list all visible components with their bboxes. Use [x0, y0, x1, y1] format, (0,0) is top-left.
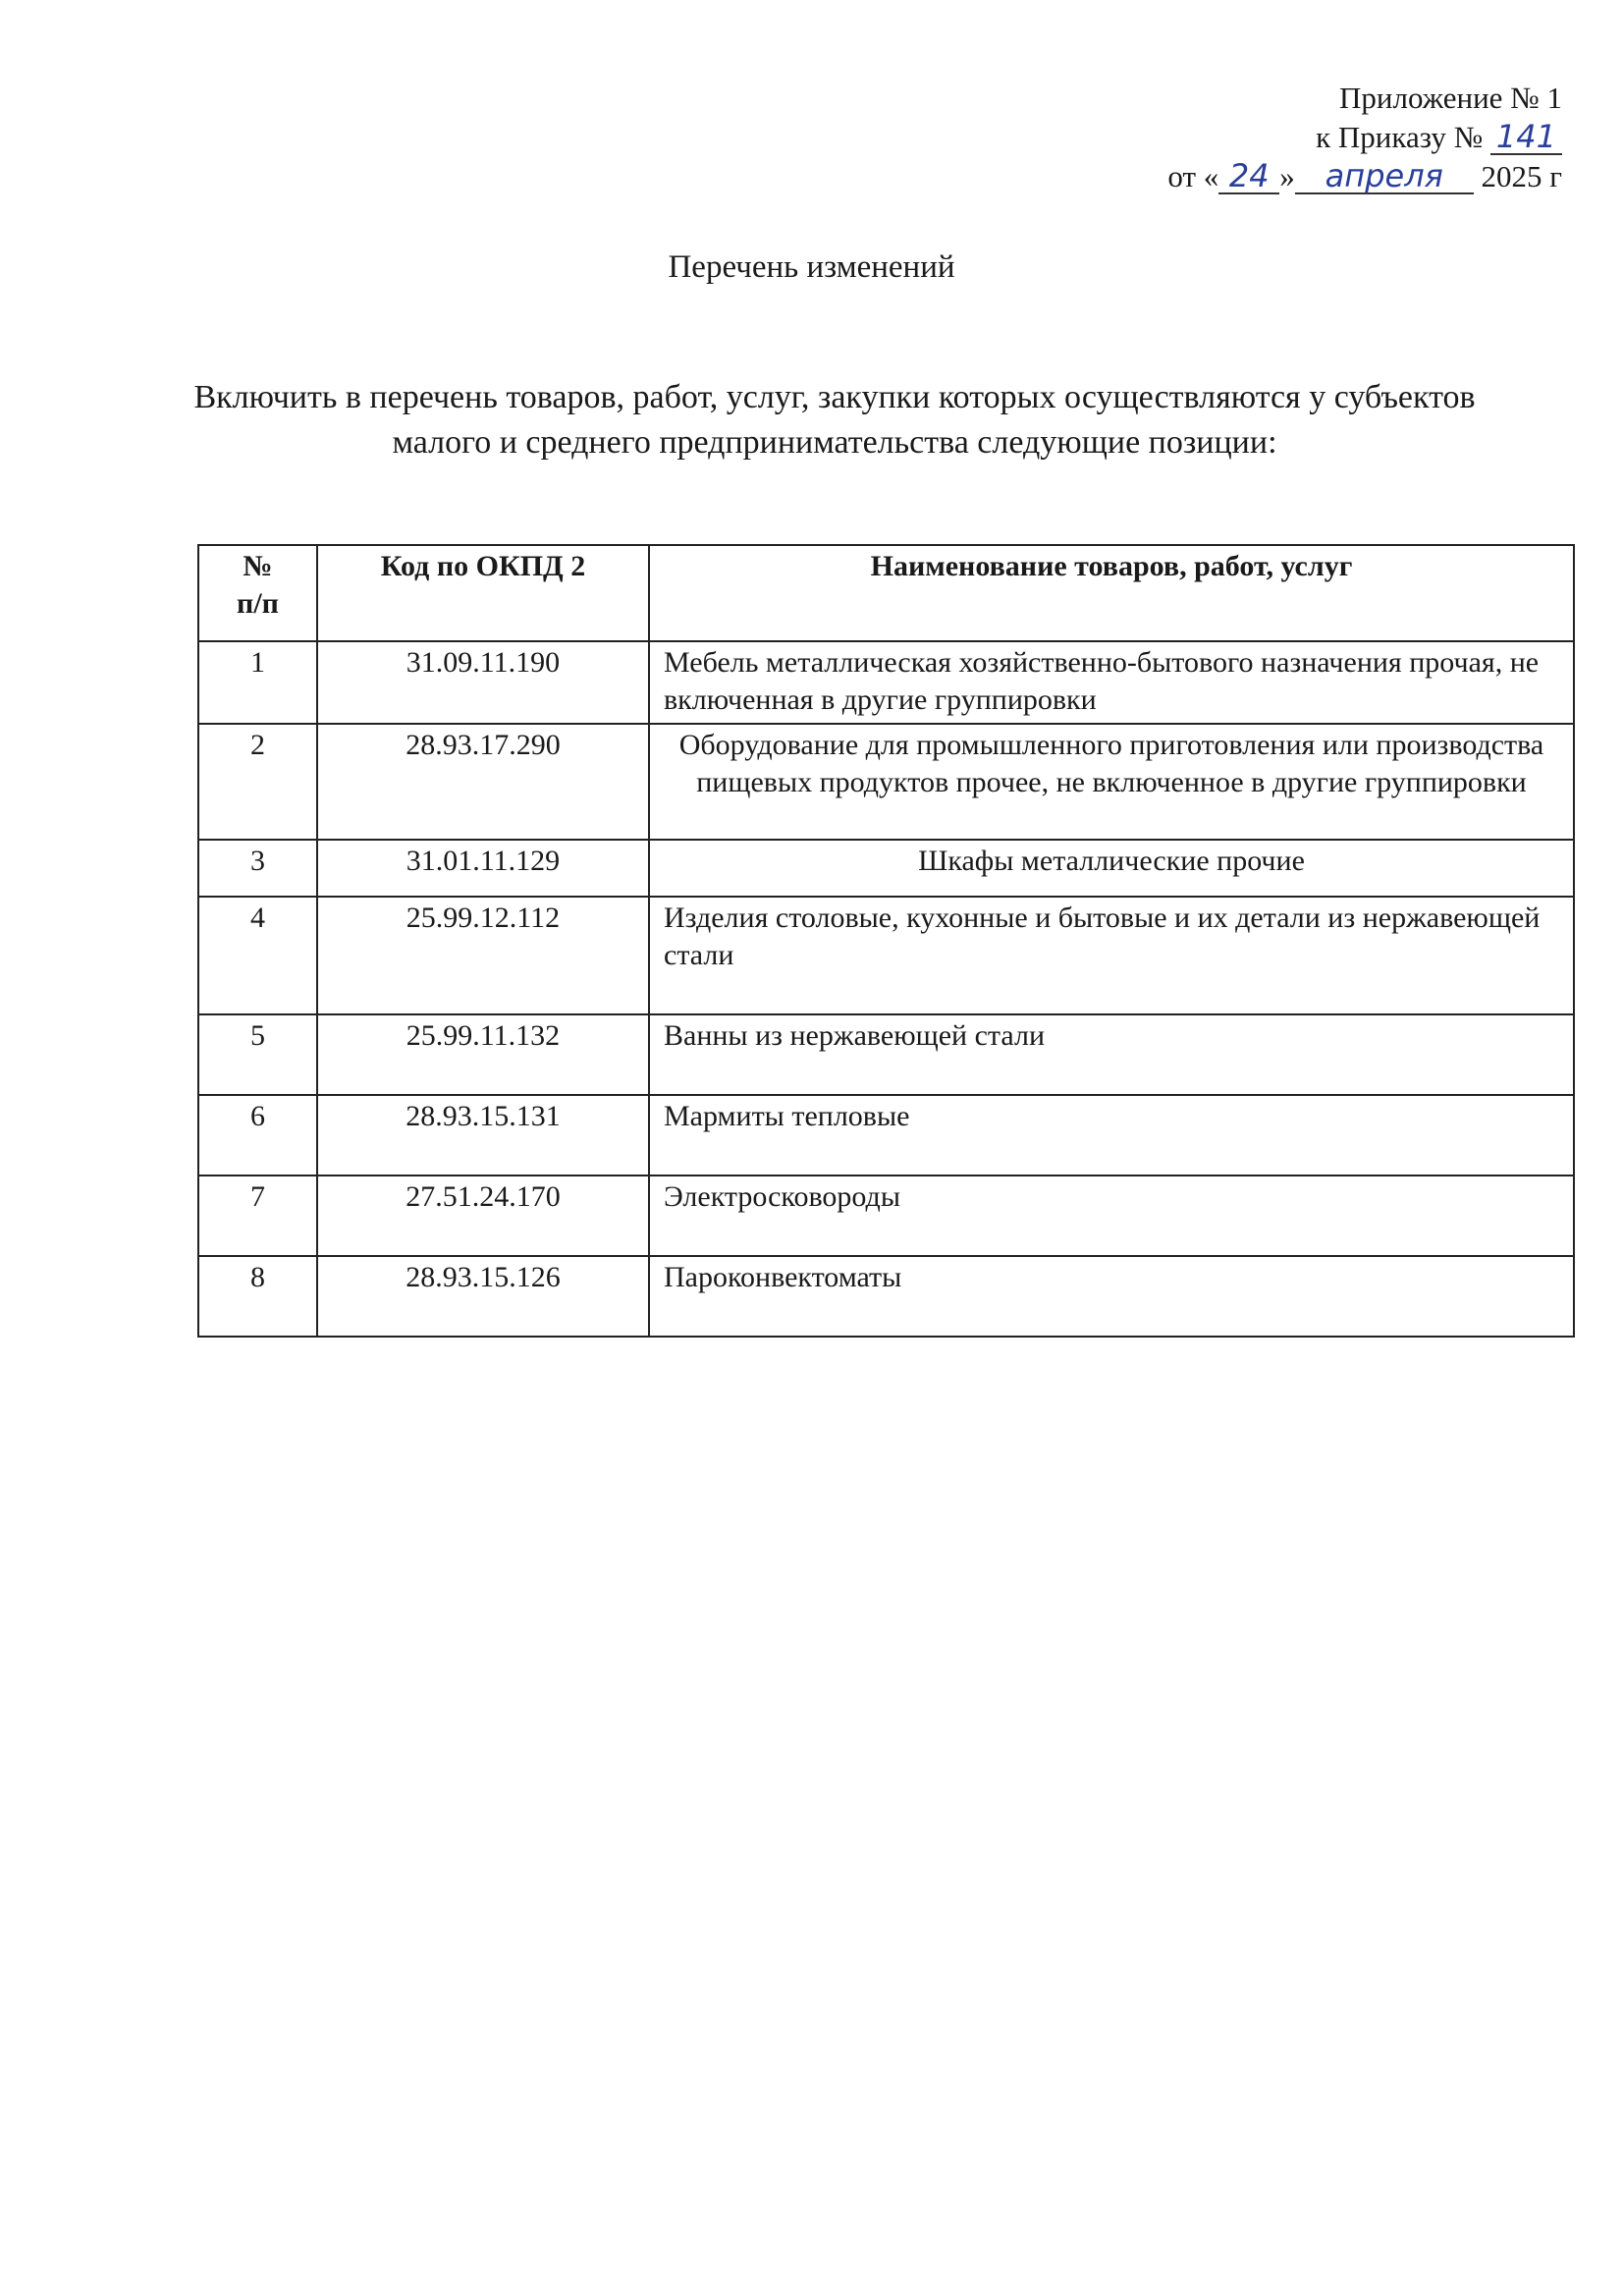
table-row: [198, 1175, 1574, 1256]
date-year: 2025 г: [1481, 159, 1562, 193]
order-prefix: к Приказу №: [1316, 120, 1484, 154]
table-row: [198, 1095, 1574, 1175]
order-reference: [1167, 118, 1562, 157]
header-num-line1: №: [243, 550, 273, 582]
table-row: [198, 1014, 1574, 1095]
row-code: 28.93.17.290: [317, 724, 649, 840]
row-num: 4: [198, 897, 317, 1014]
row-code: 28.93.15.126: [317, 1256, 649, 1337]
row-name: Шкафы металлические прочие: [649, 840, 1574, 897]
row-name: Электросковороды: [649, 1175, 1574, 1256]
header-name: Наименование товаров, работ, услуг: [649, 545, 1574, 641]
intro-paragraph: Включить в перечень товаров, работ, услуг, закупки которых осуществляются у субъектов малого и среднего предпринимательства следующие позиции:: [193, 379, 1476, 461]
row-name: Мебель металлическая хозяйственно-бытового назначения прочая, не включенная в другие группировки: [649, 641, 1574, 724]
header-code: Код по ОКПД 2: [317, 545, 649, 641]
document-title: Перечень изменений: [668, 249, 955, 285]
row-code: 25.99.11.132: [317, 1014, 649, 1095]
row-num: 5: [198, 1014, 317, 1095]
date-day-handwritten: 24: [1218, 159, 1279, 194]
row-num: 7: [198, 1175, 317, 1256]
table-header-row: [198, 545, 1574, 641]
row-name: Пароконвектоматы: [649, 1256, 1574, 1337]
row-num: 1: [198, 641, 317, 724]
row-code: 31.01.11.129: [317, 840, 649, 897]
header-num: [198, 545, 317, 641]
row-code: 31.09.11.190: [317, 641, 649, 724]
table-row: [198, 897, 1574, 1014]
table-row: [198, 1256, 1574, 1337]
row-code: 28.93.15.131: [317, 1095, 649, 1175]
appendix-header: [1167, 79, 1562, 196]
table-row: [198, 724, 1574, 840]
row-num: 2: [198, 724, 317, 840]
header-num-line2: п/п: [237, 587, 279, 620]
row-name: Изделия столовые, кухонные и бытовые и их детали из нержавеющей стали: [649, 897, 1574, 1014]
row-num: 8: [198, 1256, 317, 1337]
table-row: [198, 840, 1574, 897]
row-num: 6: [198, 1095, 317, 1175]
order-date: [1167, 157, 1562, 196]
order-number-handwritten: 141: [1490, 120, 1562, 155]
appendix-label: Приложение № 1: [1339, 81, 1562, 115]
date-mid: »: [1279, 159, 1295, 193]
row-name: Мармиты тепловые: [649, 1095, 1574, 1175]
row-code: 27.51.24.170: [317, 1175, 649, 1256]
table-row: [198, 641, 1574, 724]
date-prefix: от «: [1167, 159, 1219, 193]
row-name: Ванны из нержавеющей стали: [649, 1014, 1574, 1095]
items-table: [197, 544, 1575, 1338]
row-num: 3: [198, 840, 317, 897]
date-month-handwritten: апреля: [1295, 159, 1474, 194]
row-code: 25.99.12.112: [317, 897, 649, 1014]
row-name: Оборудование для промышленного приготовления или производства пищевых продуктов прочее, не включенное в другие группировки: [649, 724, 1574, 840]
